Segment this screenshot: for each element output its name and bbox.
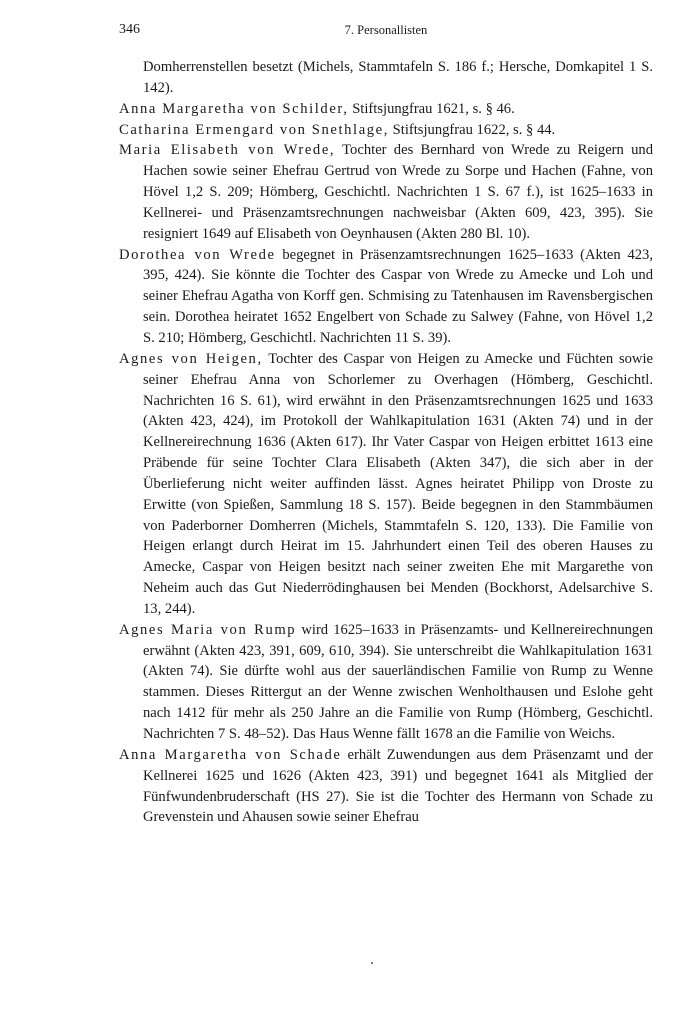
entry-name: Anna Margaretha von Schilder,	[119, 100, 349, 117]
entry-text: Stiftsjungfrau 1622, s. § 44.	[389, 121, 556, 138]
entry-text: Tochter des Bernhard von Wrede zu Reigern und Hachen sowie seiner Ehefrau Gertrud von Wrede zu Sorpe und Hachen (Fahne, von Hövel 1,2 S. 209; Hömberg, Geschichtl. Nachrichten 1 S. 67 f.), ist 1625–1633 in Kellnerei- und Präsenzamtsrechnungen nachweisbar (Akten 609, 423, 395). Sie resigniert 1649 auf Elisabeth von Oeynhausen (Akten 280 Bl. 10).	[143, 142, 653, 242]
entry-maria-wrede	[119, 140, 653, 244]
entry-text: erhält Zuwendungen aus dem Präsenzamt und der Kellnerei 1625 und 1626 (Akten 423, 391) und begegnet 1641 als Mitglied der Fünfwundenbruderschaft (HS 27). Sie ist die Tochter des Hermann von Schade zu Grevenstein und Ahausen sowie seiner Ehefrau	[143, 746, 653, 826]
entry-schade	[119, 745, 653, 828]
entry-name: Maria Elisabeth von Wrede,	[119, 142, 336, 159]
entry-name: Catharina Ermengard von Snethlage,	[119, 121, 389, 138]
entry-continuation	[119, 57, 653, 99]
entry-text: Domherrenstellen besetzt (Michels, Stammtafeln S. 186 f.; Hersche, Domkapitel 1 S. 142).	[143, 59, 653, 96]
entry-name: Dorothea von Wrede	[119, 246, 276, 263]
entry-rump	[119, 620, 653, 745]
entry-name: Agnes Maria von Rump	[119, 621, 297, 638]
entry-schilder	[119, 99, 653, 120]
body-text	[119, 57, 653, 828]
entry-name: Anna Margaretha von Schade	[119, 746, 342, 763]
entry-text: Stiftsjungfrau 1621, s. § 46.	[348, 100, 515, 117]
entry-text: wird 1625–1633 in Präsenzamts- und Kellnereirechnungen erwähnt (Akten 423, 391, 609, 610, 394). Sie unterschreibt die Wahlkapitulation 1631 (Akten 74). Sie dürfte wohl aus der sauerländischen Familie von Rump zu Wenne stammen. Dieses Rittergut an der Wenne zwischen Wenholthausen und Eslohe geht nach 1412 für mehr als 250 Jahre an die Familie von Rump (Hömberg, Geschichtl. Nachrichten 7 S. 48–52). Das Haus Wenne fällt 1678 an die Familie von Weichs.	[143, 621, 653, 742]
page-number: 346	[119, 22, 140, 37]
entry-name: Agnes von Heigen,	[119, 350, 263, 367]
entry-text: Tochter des Caspar von Heigen zu Amecke und Füchten sowie seiner Ehefrau Anna von Schorlemer zu Overhagen (Hömberg, Geschichtl. Nachrichten 16 S. 61), wird erwähnt in den Präsenzamtsrechnungen 1625 und 1633 (Akten 423, 424), im Protokoll der Wahlkapitulation 1631 (Akten 74) und in der Kellnereirechnung 1636 (Akten 617). Ihr Vater Caspar von Heigen erbittet 1613 eine Präbende für seine Tochter Clara Elisabeth (Akten 347), die sich aber in der Überlieferung nicht weiter auffinden lässt. Agnes heiratet Philipp von Droste zu Erwitte (von Spießen, Sammlung 18 S. 157). Beide begegnen in den Stammbäumen von Paderborner Domherren (Michels, Stammtafeln S. 120, 133). Die Familie von Heigen erlangt durch Heirat im 15. Jahrhundert einen Teil des oberen Hauses zu Amecke, Caspar von Heigen besitzt nach seiner zweiten Ehe mit Margarethe von Neheim auch das Gut Niederrödinghausen bei Menden (Bockhorst, Adelsarchive S. 13, 244).	[143, 350, 653, 617]
running-head: 7. Personallisten	[344, 23, 428, 37]
scan-speck	[371, 962, 373, 964]
entry-snethlage	[119, 120, 653, 141]
entry-text: begegnet in Präsenzamtsrechnungen 1625–1633 (Akten 423, 395, 424). Sie könnte die Tochter des Caspar von Wrede zu Amecke und Loh und seiner Ehefrau Agatha von Korff gen. Schmising zu Tatenhausen im Ravensbergischen sein. Dorothea heiratet 1652 Engelbert von Schade zu Salwey (Fahne, von Hövel 1,2 S. 210; Hömberg, Geschichtl. Nachrichten 11 S. 39).	[143, 246, 653, 346]
entry-dorothea-wrede	[119, 245, 653, 349]
page-header	[119, 22, 653, 42]
entry-heigen	[119, 349, 653, 620]
